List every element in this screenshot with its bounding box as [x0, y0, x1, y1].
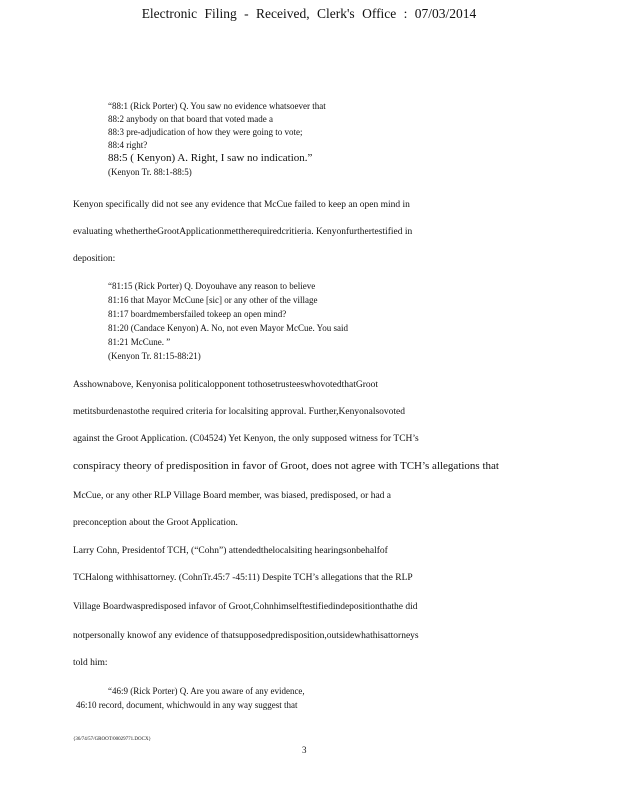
- page-number: 3: [302, 745, 307, 755]
- body-line: Larry Cohn, Presidentof TCH, (“Cohn”) attendedthelocalsiting hearingsonbehalfof: [73, 546, 388, 556]
- quote-line: 81:17 boardmembersfailed tokeep an open mind?: [108, 309, 287, 319]
- quote-line: 88:5 ( Kenyon) A. Right, I saw no indication.”: [108, 152, 313, 164]
- document-code: {36/74/57/GROOT/00029771.DOCX}: [73, 737, 151, 742]
- body-line: told him:: [73, 658, 108, 668]
- quote-line: 81:20 (Candace Kenyon) A. No, not even Mayor McCue. You said: [108, 323, 348, 333]
- body-line: Village Boardwaspredisposed infavor of Groot,Cohnhimselftestifiedindepositionthathe did: [73, 602, 418, 612]
- body-line: preconception about the Groot Application.: [73, 518, 238, 528]
- body-line: evaluating whethertheGrootApplicationmettherequiredcritieria. Kenyonfurthertestified in: [73, 227, 413, 237]
- body-line: McCue, or any other RLP Village Board member, was biased, predisposed, or had a: [73, 491, 392, 501]
- quote-line: 88:4 right?: [108, 140, 148, 150]
- quote-line: 88:3 pre-adjudication of how they were going to vote;: [108, 127, 303, 137]
- filing-header: Electronic Filing - Received, Clerk's Office : 07/03/2014: [141, 6, 477, 21]
- quote-line: “81:15 (Rick Porter) Q. Doyouhave any reason to believe: [108, 281, 316, 291]
- body-line: notpersonally knowof any evidence of thatsupposedpredisposition,outsidewhathisattorneys: [73, 631, 419, 641]
- body-line: TCHalong withhisattorney. (CohnTr.45:7 -45:11) Despite TCH’s allegations that the RLP: [73, 573, 413, 583]
- quote-line: 81:21 McCune. ”: [108, 337, 171, 347]
- body-line: metitsburdenastothe required criteria for localsiting approval. Further,Kenyonalsovoted: [73, 407, 406, 417]
- quote-line: 46:10 record, document, whichwould in any way suggest that: [76, 700, 298, 710]
- quote-citation: (Kenyon Tr. 81:15-88:21): [108, 351, 201, 361]
- quote-line: 88:2 anybody on that board that voted made a: [108, 114, 273, 124]
- quote-line: “88:1 (Rick Porter) Q. You saw no evidence whatsoever that: [108, 101, 326, 111]
- body-line: Kenyon specifically did not see any evidence that McCue failed to keep an open mind in: [73, 200, 410, 210]
- quote-line: “46:9 (Rick Porter) Q. Are you aware of any evidence,: [108, 686, 305, 696]
- body-line: Asshownabove, Kenyonisa politicalopponent tothosetrusteeswhovotedthatGroot: [73, 380, 379, 390]
- quote-line: 81:16 that Mayor McCune [sic] or any other of the village: [108, 295, 318, 305]
- body-line: against the Groot Application. (C04524) Yet Kenyon, the only supposed witness for TCH’s: [73, 434, 419, 444]
- body-line: deposition:: [73, 254, 116, 264]
- quote-citation: (Kenyon Tr. 88:1-88:5): [108, 167, 192, 177]
- body-line: conspiracy theory of predisposition in favor of Groot, does not agree with TCH’s allegations that: [73, 460, 499, 472]
